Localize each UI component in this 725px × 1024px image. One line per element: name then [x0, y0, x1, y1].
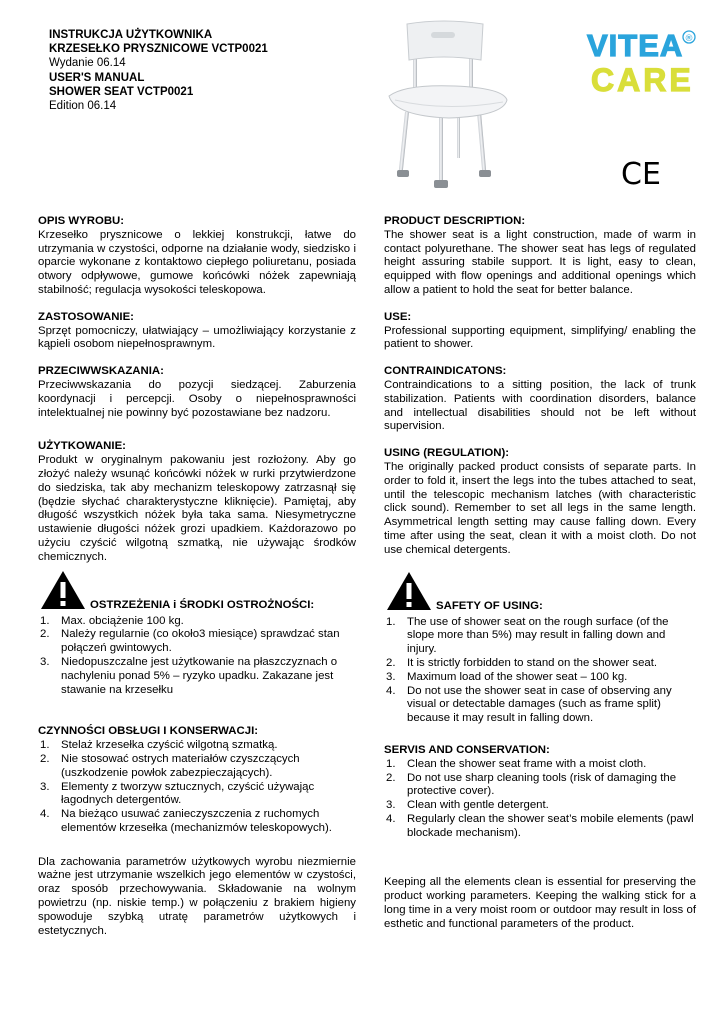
logo-registered-mark: ®	[684, 34, 694, 44]
logo-text-care: CARE	[591, 62, 694, 98]
document-header	[49, 28, 268, 113]
section-title-zastosowanie: ZASTOSOWANIE:	[38, 310, 134, 323]
section-text-przeciwwskazania: Przeciwwskazania do pozycji siedzącej. Zaburzenia koordynacji i percepcji. Osoby o niepełnosprawności intelektualnej nie powinny być pozostawiane bez nadzoru.	[38, 378, 356, 419]
vitea-care-logo	[585, 27, 703, 99]
list-item: 1. Clean the shower seat frame with a moist cloth.	[386, 757, 647, 770]
section-title-using: USING (REGULATION):	[384, 447, 510, 460]
section-title-servis: SERVIS AND CONSERVATION:	[384, 743, 550, 756]
list-item: 1. The use of shower seat on the rough surface (of the slope more than 5%) may result in falling down and injury.	[386, 615, 669, 656]
section-title-opis: OPIS WYROBU:	[38, 215, 125, 227]
section-text-contraindications: Contraindications to a sitting position, the lack of trunk stabilization. Patients with coordination disorders, balance and intellectual disabilities should not be left without supervision.	[384, 378, 696, 433]
list-item: 3. Maximum load of the shower seat – 100 kg.	[386, 670, 628, 683]
header-edition-pl: Wydanie 06.14	[49, 57, 126, 70]
maintenance-list-pl	[38, 739, 356, 836]
section-title-czynnosci: CZYNNOŚCI OBSŁUGI I KONSERWACJI:	[38, 725, 259, 738]
servis-list-en	[384, 758, 696, 841]
section-text-product-description: The shower seat is a light construction, made of warm in contact polyurethane. The shower seat has legs of regulated height assuring stabile support. It is light, easy to clean, equipped with flow openings and additional openings which allow a patient to hold the seat for better balance.	[384, 228, 696, 296]
ce-mark: CE	[621, 157, 661, 192]
section-text-use: Professional supporting equipment, simplifying/ enabling the patient to shower.	[384, 324, 696, 351]
list-item: 4. Regularly clean the shower seat’s mobile elements (pawl blockade mechanism).	[386, 812, 694, 839]
list-item: 2. Do not use sharp cleaning tools (risk of damaging the protective cover).	[386, 771, 677, 798]
section-text-opis: Krzesełko prysznicowe o lekkiej konstrukcji, łatwe do utrzymania w czystości, odporne na działanie wody, siedzisko i oparcie wykonane z kontaktowo ciepłego poliuretanu, posiada otwory odpływowe, gumowe końcówki nóżek zapewniają stabilność; regulacja wysokości teleskopowa.	[38, 228, 356, 296]
warning-icon	[386, 570, 432, 612]
english-column	[384, 215, 696, 932]
closing-paragraph-pl: Dla zachowania parametrów użytkowych wyrobu niezmiernie ważne jest utrzymanie wszelkich jego elementów w czystości, oraz sposób przechowywania. Składowanie na wolnym powietrzu (np. niskie temp.) w połączeniu z brakiem higieny spowoduje szybką utratę parametrów użytkowych i estetycznych.	[38, 855, 356, 937]
polish-column	[38, 215, 356, 938]
warning-icon	[40, 569, 86, 611]
safety-heading-row	[384, 570, 696, 616]
section-text-using: The originally packed product consists of separate parts. In order to fold it, insert the legs into the tubes attached to seat, until the telescopic mechanism latches (with characteristic click sound). Remember to set all legs in the same length. Asymmetrical length setting may cause falling down. Every time after using the seat, clean it with a moist cloth. Do not use chemical detergents.	[384, 460, 696, 556]
list-item: 1. Max. obciążenie 100 kg.	[40, 614, 184, 627]
section-text-uzytkowanie: Produkt w oryginalnym pakowaniu jest rozłożony. Aby go złożyć należy wsunąć końcówki nóżek w rurki przytwierdzone do siedziska, tak aby mechanizm teleskopowy zatrzasnął się (będzie słychać charakterystyczne kliknięcie). Pamiętaj, aby długość wszystkich nóżek była taka sama. Niesymetryczne ustawienie długości nóżek grozi upadkiem. Każdorazowo po użyciu czyścić wilgotną szmatką, nie używając środków chemicznych.	[38, 454, 356, 563]
section-title-przeciwwskazania: PRZECIWWSKAZANIA:	[38, 365, 164, 378]
section-title-contraindications: CONTRAINDICATONS:	[384, 365, 507, 378]
section-title-ostrzezenia: OSTRZEŻENIA i ŚRODKI OSTROŻNOŚCI:	[90, 598, 315, 611]
section-title-safety: SAFETY OF USING:	[436, 599, 543, 612]
list-item: 2. It is strictly forbidden to stand on the shower seat.	[386, 656, 658, 669]
shower-chair-image	[385, 20, 515, 192]
warnings-list-pl	[38, 615, 356, 698]
list-item: 2. Nie stosować ostrych materiałów czyszczących (uszkodzenie powłok zabezpieczających).	[40, 752, 300, 779]
closing-paragraph-en: Keeping all the elements clean is essential for preserving the product working parameters. Keeping the walking stick for a long time in a very moist room or outdoor may result in loss of esthetic and functional parameters of the product.	[384, 876, 696, 930]
logo-text-vitea: VITEA	[587, 28, 684, 63]
list-item: 2. Należy regularnie (co około3 miesiące) sprawdzać stan połączeń gwintowych.	[40, 628, 340, 655]
list-item: 4. Do not use the shower seat in case of observing any visual or detectable damages (such as frame split) because it may result in falling down.	[386, 684, 672, 725]
section-title-use: USE:	[384, 310, 412, 323]
safety-list-en	[384, 616, 696, 726]
section-text-zastosowanie: Sprzęt pomocniczy, ułatwiający – umożliwiający korzystanie z kąpieli osobom niepełnosprawnym.	[38, 324, 356, 351]
header-title-pl: INSTRUKCJA UŻYTKOWNIKA	[49, 29, 213, 41]
section-title-product-description: PRODUCT DESCRIPTION:	[384, 215, 526, 227]
warning-heading-row	[38, 569, 356, 615]
list-item: 3. Elementy z tworzyw sztucznych, czyścić używając łagodnych detergentów.	[40, 780, 315, 807]
header-edition-en: Edition 06.14	[49, 100, 117, 113]
list-item: 4. Na bieżąco usuwać zanieczyszczenia z ruchomych elementów krzesełka (mechanizmów teleskopowych).	[40, 808, 332, 834]
list-item: 3. Clean with gentle detergent.	[386, 799, 549, 812]
list-item: 1. Stelaż krzesełka czyścić wilgotną szmatką.	[40, 739, 278, 752]
list-item: 3. Niedopuszczalne jest użytkowanie na płaszczyznach o nachyleniu ponad 5% – ryzyko upadku. Zakazane jest stawanie na krzesełku	[40, 655, 338, 696]
section-title-uzytkowanie: UŻYTKOWANIE:	[38, 440, 126, 453]
header-title-en: USER'S MANUAL	[49, 71, 145, 84]
header-product-pl: KRZESEŁKO PRYSZNICOWE VCTP0021	[49, 43, 268, 56]
header-product-en: SHOWER SEAT VCTP0021	[49, 85, 194, 98]
